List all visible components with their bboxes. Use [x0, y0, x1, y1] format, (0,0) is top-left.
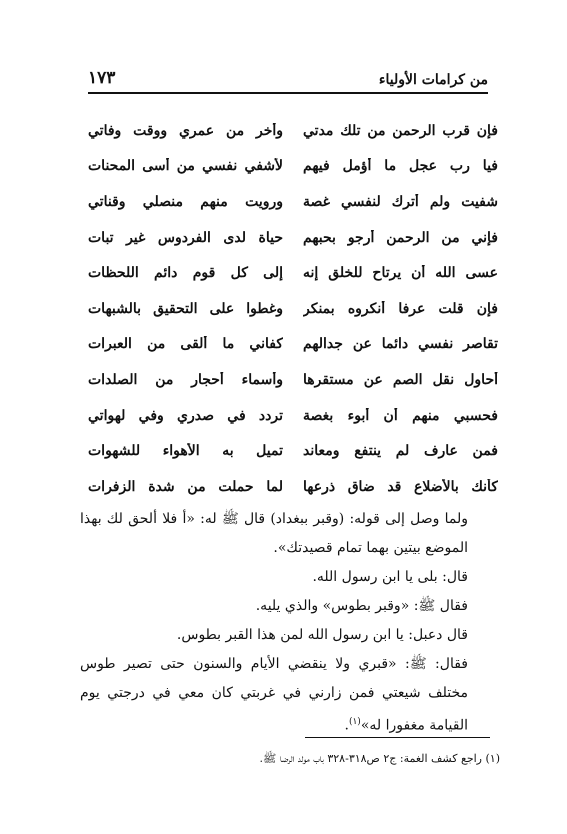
verse-second-hemistich: كفاني ما ألقى من العبرات — [88, 336, 283, 353]
verse-row — [88, 469, 498, 505]
verse-first-hemistich: فإن قرب الرحمن من تلك مدتي — [303, 122, 498, 139]
verse-first-hemistich: فإن قلت عرفا أنكروه بمنكر — [303, 300, 498, 317]
verse-second-hemistich: لما حملت من شدة الزفرات — [88, 478, 283, 495]
verse-first-hemistich: تقاصر نفسي دائما عن جدالهم — [303, 336, 498, 353]
verse-row — [88, 327, 498, 363]
verse-row — [88, 184, 498, 220]
poem — [88, 113, 498, 505]
verse-row — [88, 398, 498, 434]
verse-second-hemistich: لأشفي نفسي من أسى المحنات — [88, 158, 283, 175]
verse-row — [88, 149, 498, 185]
paragraph: قال دعبل: يا ابن رسول الله لمن هذا القبر بطوس. — [176, 627, 468, 643]
paragraph-end: . — [344, 717, 349, 734]
verse-row — [88, 362, 498, 398]
header-rule — [88, 92, 488, 94]
verse-second-hemistich: حياة لدى الفردوس غير تبات — [88, 229, 283, 246]
verse-first-hemistich: فإني من الرحمن أرجو بحبهم — [303, 229, 498, 246]
paragraph: فقال ﷺ: «وقبر بطوس» والذي يليه. — [255, 598, 468, 614]
running-title: من كرامات الأولياء — [378, 72, 488, 88]
verse-second-hemistich: تردد في صدري وفي لهواتي — [88, 407, 283, 424]
verse-row — [88, 255, 498, 291]
paragraph: قال: بلى يا ابن رسول الله. — [312, 569, 468, 585]
prose-body — [80, 505, 490, 741]
verse-row — [88, 433, 498, 469]
page-number: ١٧٣ — [88, 68, 116, 88]
footnote-rule — [305, 737, 490, 738]
page-header — [88, 66, 488, 88]
verse-second-hemistich: إلى كل قوم دائم اللحظات — [88, 265, 283, 282]
verse-row — [88, 291, 498, 327]
verse-first-hemistich: أحاول نقل الصم عن مستقرها — [303, 371, 498, 388]
paragraph — [80, 650, 490, 741]
verse-row — [88, 220, 498, 256]
verse-first-hemistich: فمن عارف لم ينتفع ومعاند — [303, 443, 498, 460]
verse-first-hemistich: فحسبي منهم أن أبوء بغصة — [303, 407, 498, 424]
verse-second-hemistich: وأخر من عمري ووقت وفاتي — [88, 122, 283, 139]
verse-first-hemistich: شفيت ولم أترك لنفسي غصة — [303, 193, 498, 210]
paragraph-text: فقال: ﷺ: «قبري ولا ينقضي الأيام والسنون حتى تصير طوس مختلف شيعتي فمن زارني في غربتي كان معي في درجتي يوم القيامة مغفورا له» — [80, 656, 468, 734]
verse-second-hemistich: وأسماء أحجار من الصلدات — [88, 371, 283, 388]
footnote: (١) راجع كشف الغمة: ج٢ ص٣١٨-٣٢٨ باب مولد الرضا ﷺ. — [259, 752, 500, 765]
verse-row — [88, 113, 498, 149]
verse-second-hemistich: وغطوا على التحقيق بالشبهات — [88, 300, 283, 317]
verse-first-hemistich: عسى الله أن يرتاح للخلق إنه — [303, 265, 498, 282]
verse-first-hemistich: فيا رب عجل ما أؤمل فيهم — [303, 158, 498, 175]
verse-second-hemistich: ورويت منهم منصلي وقناتي — [88, 193, 283, 210]
paragraph: ولما وصل إلى قوله: (وقبر ببغداد) قال ﷺ له: «أ فلا ألحق لك بهذا الموضع بيتين بهما تمام قصيدتك». — [80, 511, 468, 556]
verse-second-hemistich: تميل به الأهواء للشهوات — [88, 443, 283, 460]
verse-first-hemistich: كأنك بالأضلاع قد ضاق ذرعها — [303, 478, 498, 495]
footnote-reference[interactable]: (١) — [348, 717, 361, 727]
